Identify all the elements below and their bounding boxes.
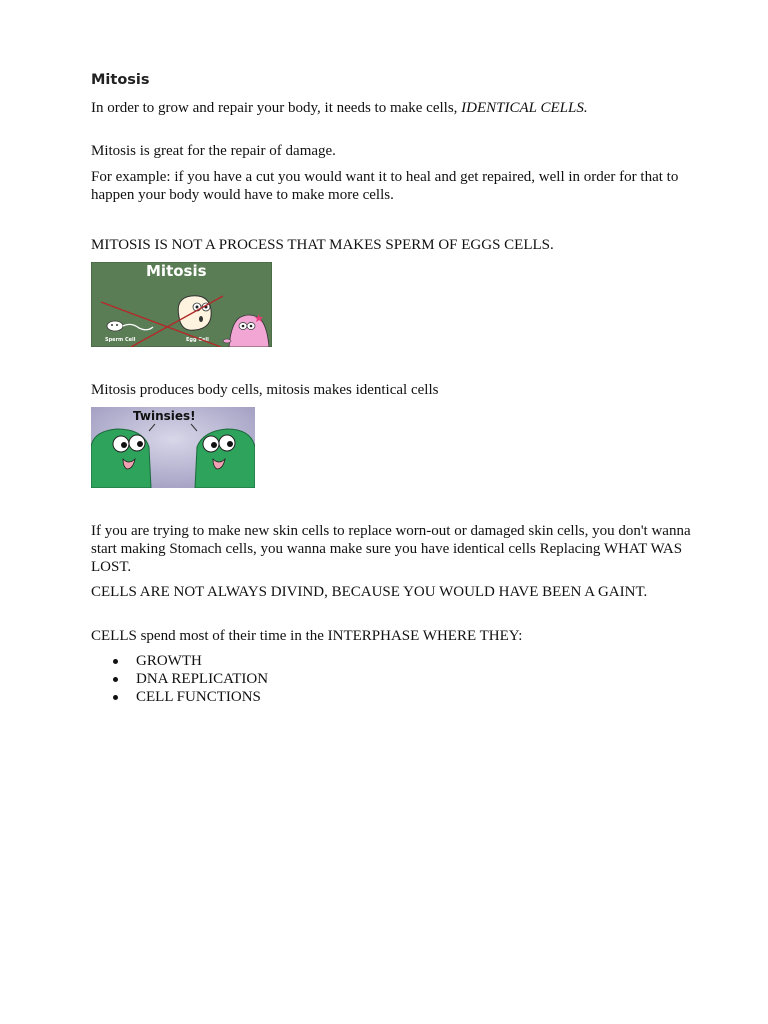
paragraph-interphase: CELLS spend most of their time in the INTERPHASE WHERE THEY: (91, 628, 523, 644)
list-item (91, 688, 268, 706)
sperm-cell-label: Sperm Cell (105, 337, 136, 343)
list-item (91, 652, 268, 670)
twinsies-heading: Twinsies! (133, 409, 196, 423)
twinsies-illustration (91, 407, 255, 488)
paragraph-not-dividing: CELLS ARE NOT ALWAYS DIVIND, BECAUSE YOU WOULD HAVE BEEN A GAINT. (91, 584, 648, 600)
paragraph-body-cells: Mitosis produces body cells, mitosis makes identical cells (91, 382, 439, 398)
paragraph-example: For example: if you have a cut you would want it to heal and get repaired, well in order for that to happen your body would have to make more cells. (91, 169, 679, 203)
right-twin-cell-icon (195, 429, 255, 488)
paragraph-repair: Mitosis is great for the repair of damage. (91, 143, 336, 159)
left-twin-cell-icon (91, 429, 151, 488)
paragraph-intro (91, 99, 691, 117)
identical-cells-emphasis: IDENTICAL CELLS. (461, 100, 588, 116)
egg-cell-icon (178, 296, 211, 330)
list-item-label: GROWTH (136, 653, 202, 669)
bullet-icon (113, 677, 118, 682)
paragraph-not-sperm-eggs: MITOSIS IS NOT A PROCESS THAT MAKES SPERM OF EGGS CELLS. (91, 237, 554, 253)
twinsies-illustration-svg (91, 407, 255, 488)
bullet-icon (113, 659, 118, 664)
paragraph-skin-cells: If you are trying to make new skin cells to replace worn-out or damaged skin cells, you don't wanna start making Stomach cells, you wanna make sure you have identical cells Replacing WHAT WAS LOST. (91, 523, 691, 575)
mitosis-illustration-svg (91, 262, 272, 347)
interphase-list (91, 652, 268, 706)
paragraph-intro-text: In order to grow and repair your body, it needs to make cells, (91, 100, 462, 116)
document-title: Mitosis (91, 72, 150, 88)
list-item-label: CELL FUNCTIONS (136, 689, 261, 705)
mitosis-illustration (91, 262, 272, 347)
egg-cell-label: Egg Cell (186, 337, 209, 343)
list-item-label: DNA REPLICATION (136, 671, 269, 687)
list-item (91, 670, 268, 688)
bullet-icon (113, 695, 118, 700)
mitosis-heading: Mitosis (146, 262, 207, 280)
